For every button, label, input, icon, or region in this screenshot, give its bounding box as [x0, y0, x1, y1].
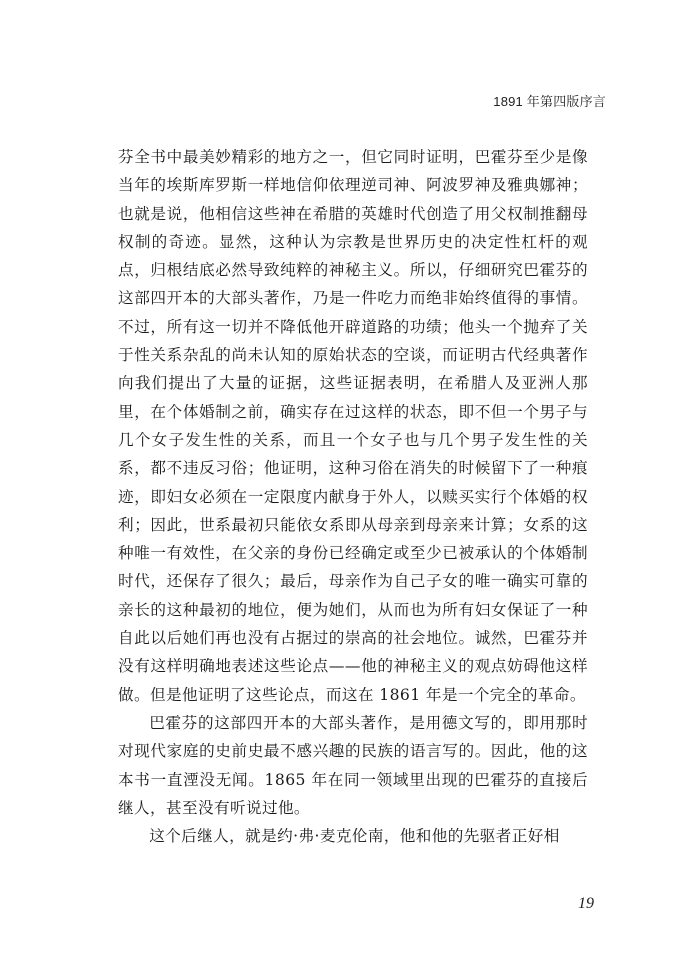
page-number: 19 [578, 895, 594, 912]
body-text [118, 143, 588, 850]
running-header: 1891 年第四版序言 [493, 94, 606, 109]
paragraph: 这个后继人，就是约·弗·麦克伦南，他和他的先驱者正好相 [149, 827, 560, 846]
paragraph-continued: 芬全书中最美妙精彩的地方之一，但它同时证明，巴霍芬至少是像当年的埃斯库罗斯一样地信仰依理逆司神、阿波罗神及雅典娜神；也就是说，他相信这些神在希腊的英雄时代创造了用父权制推翻母权制的奇迹。显然，这种认为宗教是世界历史的决定性杠杆的观点，归根结底必然导致纯粹的神秘主义。所以，仔细研究巴霍芬的这部四开本的大部头著作，乃是一件吃力而绝非始终值得的事情。不过，所有这一切并不降低他开辟道路的功绩；他头一个抛弃了关于性关系杂乱的尚未认知的原始状态的空谈，而证明古代经典著作向我们提出了大量的证据，这些证据表明，在希腊人及亚洲人那里，在个体婚制之前，确实存在过这样的状态，即不但一个男子与几个女子发生性的关系，而且一个女子也与几个男子发生性的关系，都不违反习俗；他证明，这种习俗在消失的时候留下了一种痕迹，即妇女必须在一定限度内献身于外人，以赎买实行个体婚的权利；因此，世系最初只能依女系即从母亲到母亲来计算；女系的这种唯一有效性，在父亲的身份已经确定或至少已被承认的个体婚制时代，还保存了很久；最后，母亲作为自己子女的唯一确实可靠的亲长的这种最初的地位，便为她们，从而也为所有妇女保证了一种自此以后她们再也没有占据过的崇高的社会地位。诚然，巴霍芬并没有这样明确地表述这些论点——他的神秘主义的观点妨碍他这样做。但是他证明了这些论点，而这在 1861 年是一个完全的革命。 [118, 148, 588, 704]
paragraph: 巴霍芬的这部四开本的大部头著作，是用德文写的，即用那时对现代家庭的史前史最不感兴趣的民族的语言写的。因此，他的这本书一直湮没无闻。1865 年在同一领域里出现的巴霍芬的直接后继人，甚至没有听说过他。 [118, 713, 588, 817]
